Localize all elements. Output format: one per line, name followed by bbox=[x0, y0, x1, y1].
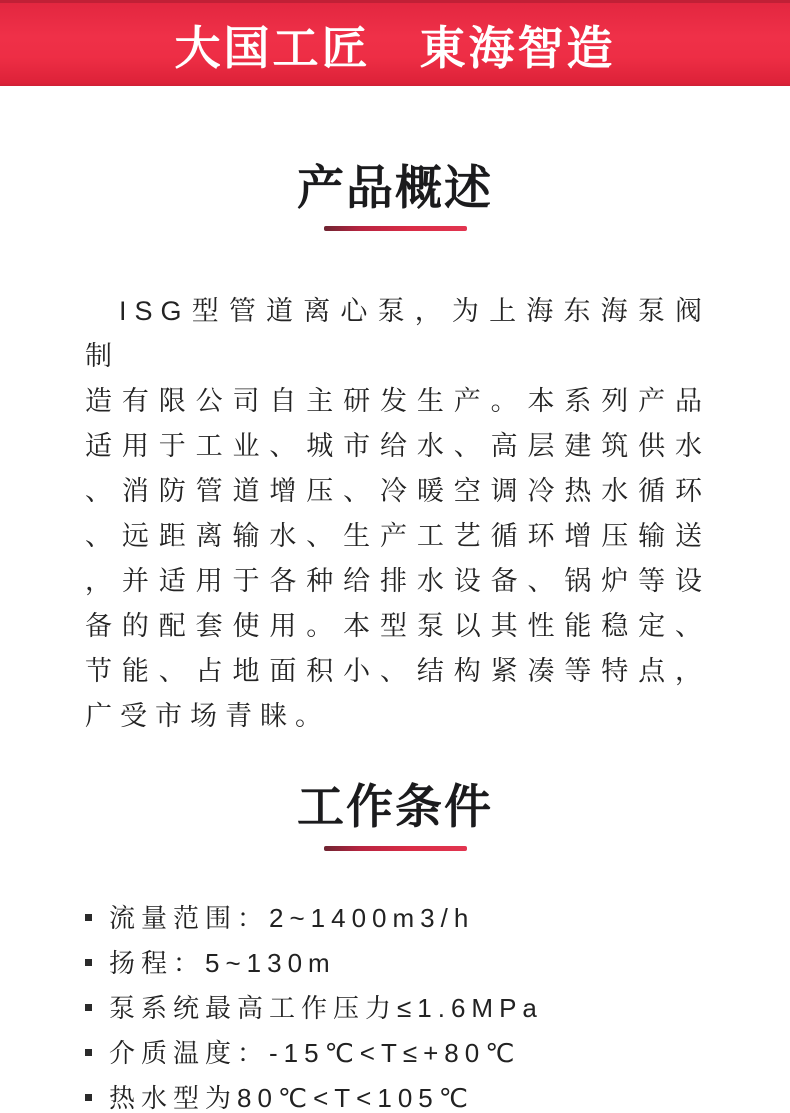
spec-text: 泵系统最高工作压力≤1.6MPa bbox=[109, 992, 543, 1023]
banner-title: 大国工匠 東海智造 bbox=[174, 21, 616, 74]
overview-paragraph bbox=[85, 289, 710, 739]
conditions-title: 工作条件 bbox=[297, 780, 493, 834]
spec-list-item bbox=[85, 903, 730, 933]
paragraph-line: 造有限公司自主研发生产。本系列产品 bbox=[85, 386, 710, 417]
paragraph-line: 节能、占地面积小、结构紧凑等特点， bbox=[85, 656, 710, 687]
spec-list-item bbox=[85, 1038, 730, 1068]
spec-text: 流量范围：2~1400m3/h bbox=[109, 902, 475, 933]
paragraph-line: ，并适用于各种给排水设备、锅炉等设 bbox=[85, 566, 710, 597]
conditions-title-underline bbox=[324, 846, 467, 851]
bullet-dot bbox=[85, 1094, 92, 1101]
paragraph-line: 、消防管道增压、冷暖空调冷热水循环 bbox=[85, 476, 710, 507]
bullet-dot bbox=[85, 1049, 92, 1056]
overview-title: 产品概述 bbox=[297, 161, 493, 214]
spec-text: 介质温度：-15℃<T≤+80℃ bbox=[109, 1037, 521, 1068]
overview-section-header bbox=[0, 160, 790, 231]
overview-title-underline bbox=[324, 226, 467, 231]
bullet-dot bbox=[85, 959, 92, 966]
bullet-dot bbox=[85, 914, 92, 921]
spec-list-item bbox=[85, 1083, 730, 1113]
spec-list-item bbox=[85, 948, 730, 978]
spec-text: 扬程：5~130m bbox=[109, 947, 336, 978]
paragraph-line: 、远距离输水、生产工艺循环增压输送 bbox=[85, 521, 710, 552]
bullet-dot bbox=[85, 1004, 92, 1011]
paragraph-line: 适用于工业、城市给水、高层建筑供水 bbox=[85, 431, 710, 462]
paragraph-line: ISG型管道离心泵，为上海东海泵阀制 bbox=[85, 296, 710, 372]
paragraph-line: 备的配套使用。本型泵以其性能稳定、 bbox=[85, 611, 710, 642]
spec-list bbox=[85, 903, 730, 1113]
conditions-section-header bbox=[0, 779, 790, 850]
spec-list-item bbox=[85, 993, 730, 1023]
paragraph-line: 广受市场青睐。 bbox=[85, 701, 330, 732]
spec-text: 热水型为80℃<T<105℃ bbox=[109, 1082, 474, 1113]
top-banner bbox=[0, 0, 790, 86]
